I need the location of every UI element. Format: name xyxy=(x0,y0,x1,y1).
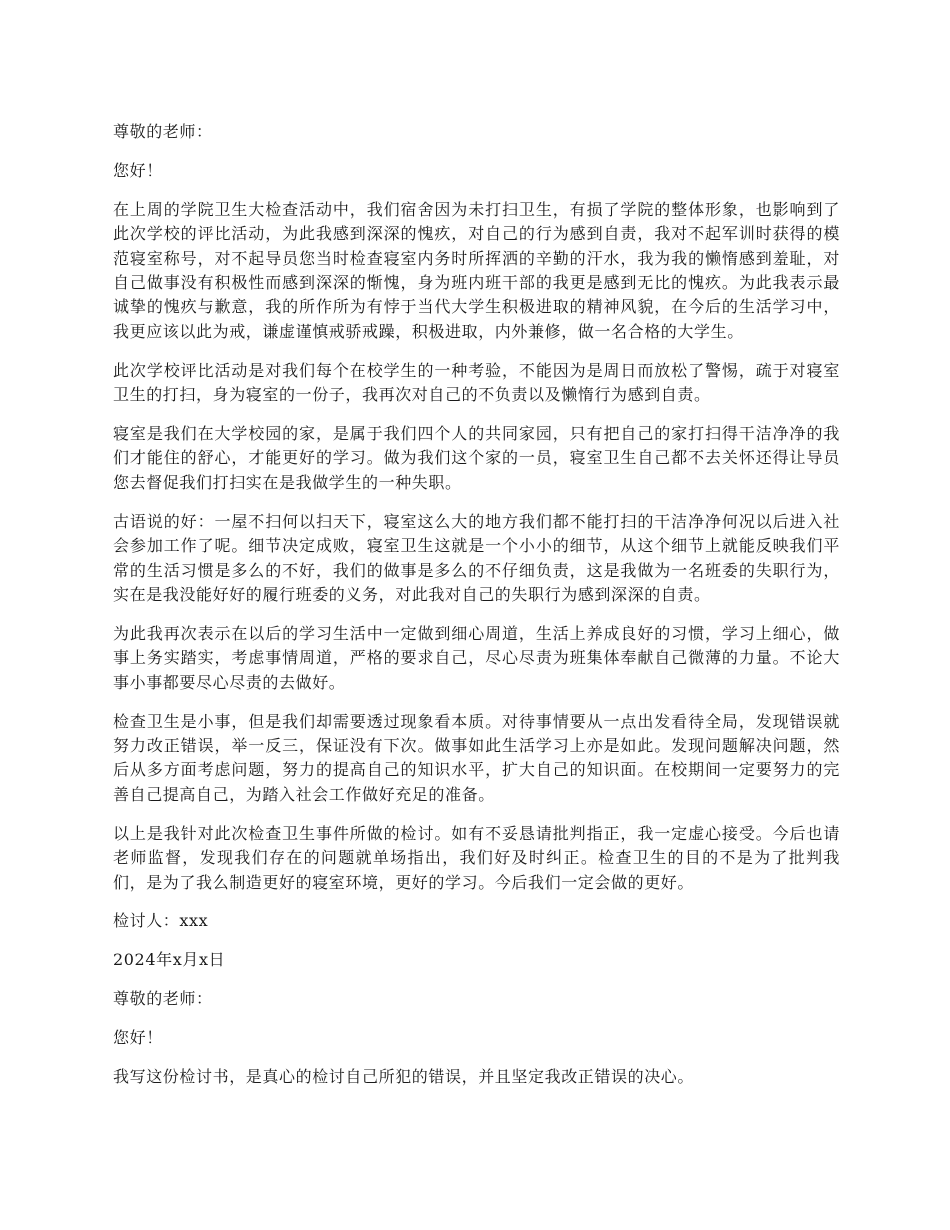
greeting: 您好！ xyxy=(113,1028,163,1048)
body-paragraph: 为此我再次表示在以后的学习生活中一定做到细心周道，生活上养成良好的习惯，学习上细心，做事上务实踏实，考虑事情周道，严格的要求自己，尽心尽责为班集体奉献自己微薄的力量。不论大事小事都要尽心尽责的去做好。 xyxy=(113,623,840,692)
greeting: 您好！ xyxy=(113,160,163,180)
body-paragraph: 我写这份检讨书，是真心的检讨自己所犯的错误，并且坚定我改正错误的决心。 xyxy=(113,1067,695,1087)
body-paragraph: 检查卫生是小事，但是我们却需要透过现象看本质。对待事情要从一点出发看待全局，发现错误就努力改正错误，举一反三，保证没有下次。做事如此生活学习上亦是如此。发现问题解决问题，然后从多方面考虑问题，努力的提高自己的知识水平，扩大自己的知识面。在校期间一定要努力的完善自己提高自己，为踏入社会工作做好充足的准备。 xyxy=(113,711,840,804)
body-paragraph: 此次学校评比活动是对我们每个在校学生的一种考验，不能因为是周日而放松了警惕，疏于对寝室卫生的打扫，身为寝室的一份子，我再次对自己的不负责以及懒惰行为感到自责。 xyxy=(113,360,840,405)
body-paragraph: 古语说的好：一屋不扫何以扫天下，寝室这么大的地方我们都不能打扫的干洁净净何况以后进入社会参加工作了呢。细节决定成败，寝室卫生这就是一个小小的细节，从这个细节上就能反映我们平常的生活习惯是多么的不好，我们的做事是多么的不仔细负责，这是我做为一名班委的失职行为，实在是我没能好好的履行班委的义务，对此我对自己的失职行为感到深深的自责。 xyxy=(113,511,840,604)
date-line: 2024年x月x日 xyxy=(113,950,226,970)
salutation: 尊敬的老师： xyxy=(113,122,213,141)
document-body xyxy=(113,120,840,1104)
body-paragraph: 寝室是我们在大学校园的家，是属于我们四个人的共同家园，只有把自己的家打扫得干洁净净的我们才能住的舒心，才能更好的学习。做为我们这个家的一员，寝室卫生自己都不去关怀还得让导员您去督促我们打扫实在是我做学生的一种失职。 xyxy=(113,424,840,492)
body-paragraph: 在上周的学院卫生大检查活动中，我们宿舍因为未打扫卫生，有损了学院的整体形象，也影响到了此次学校的评比活动，为此我感到深深的愧疚，对自己的行为感到自责，我对不起军训时获得的模范寝室称号，对不起导员您当时检查寝室内务时所挥洒的辛勤的汗水，我为我的懒惰感到羞耻，对自己做事没有积极性而感到深深的惭愧，身为班内班干部的我更是感到无比的愧疚。为此我表示最诚挚的愧疚与歉意，我的所作所为有悖于当代大学生积极进取的精神风貌，在今后的生活学习中，我更应该以此为戒，谦虚谨慎戒骄戒躁，积极进取，内外兼修，做一名合格的大学生。 xyxy=(113,199,840,341)
signature-line: 检讨人：xxx xyxy=(113,911,209,931)
salutation: 尊敬的老师： xyxy=(113,989,213,1009)
body-paragraph: 以上是我针对此次检查卫生事件所做的检讨。如有不妥恳请批判指正，我一定虚心接受。今后也请老师监督，发现我们存在的问题就单场指出，我们好及时纠正。检查卫生的目的不是为了批判我们，是为了我么制造更好的寝室环境，更好的学习。今后我们一定会做的更好。 xyxy=(113,823,840,892)
